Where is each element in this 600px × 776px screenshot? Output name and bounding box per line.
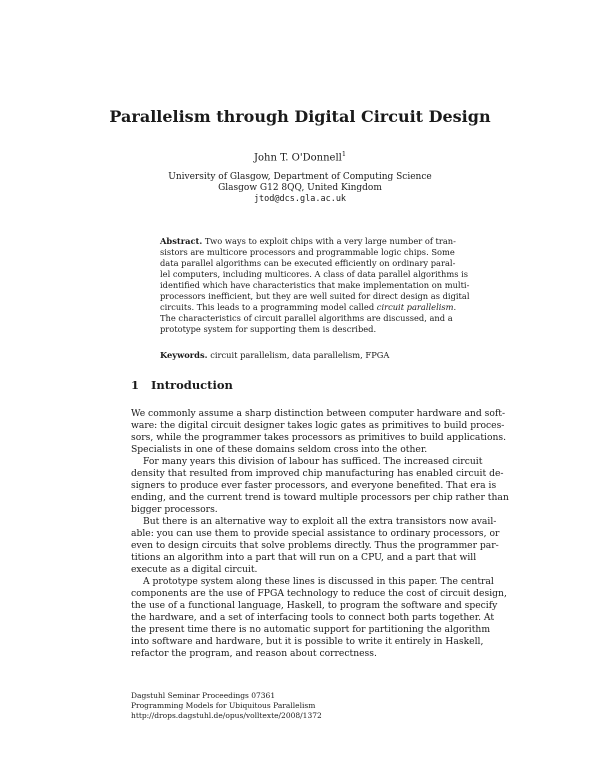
keywords-label: Keywords. bbox=[160, 350, 208, 360]
abstract-line: sistors are multicore processors and programmable logic chips. Some bbox=[160, 247, 455, 257]
footer-url[interactable]: http://drops.dagstuhl.de/opus/volltexte/2008/1372 bbox=[131, 711, 322, 720]
body-line: For many years this division of labour has sufficed. The increased circuit bbox=[143, 456, 483, 467]
abstract-line bbox=[160, 302, 457, 312]
body-line: A prototype system along these lines is discussed in this paper. The central bbox=[143, 576, 494, 587]
abstract-line: The characteristics of circuit parallel algorithms are discussed, and a bbox=[160, 313, 453, 323]
body-line: density that resulted from improved chip manufacturing has enabled circuit de- bbox=[131, 468, 504, 479]
keywords-text: circuit parallelism, data parallelism, FPGA bbox=[210, 350, 390, 360]
author-email: jtod@dcs.gla.ac.uk bbox=[253, 194, 347, 204]
abstract-line: identified which have characteristics that make implementation on multi- bbox=[160, 280, 470, 290]
body-line: execute as a digital circuit. bbox=[131, 564, 258, 575]
footer-line-1: Dagstuhl Seminar Proceedings 07361 bbox=[131, 691, 276, 700]
abstract-line: prototype system for supporting them is described. bbox=[160, 324, 377, 334]
abstract-line: data parallel algorithms can be executed efficiently on ordinary paral- bbox=[160, 258, 456, 268]
body-line: components are the use of FPGA technology to reduce the cost of circuit design, bbox=[131, 588, 507, 599]
body-line: Specialists in one of these domains seldom cross into the other. bbox=[131, 444, 428, 455]
body-line: the use of a functional language, Haskell, to program the software and specify bbox=[131, 600, 498, 611]
paper-title: Parallelism through Digital Circuit Design bbox=[109, 107, 491, 126]
abstract-line: processors inefficient, but they are well suited for direct design as digital bbox=[160, 291, 470, 301]
body-line: titions an algorithm into a part that will run on a CPU, and a part that will bbox=[131, 552, 477, 563]
body-line: signers to produce ever faster processors, and everyone benefited. That era is bbox=[131, 480, 497, 491]
author-name bbox=[0, 150, 600, 163]
body-line: We commonly assume a sharp distinction between computer hardware and soft- bbox=[131, 408, 506, 419]
body-line: the hardware, and a set of interfacing tools to connect both parts together. At bbox=[131, 612, 495, 623]
section-title: Introduction bbox=[151, 378, 233, 392]
abstract-label: Abstract. bbox=[160, 236, 203, 246]
body-line: able: you can use them to provide special assistance to ordinary processors, or bbox=[131, 528, 500, 539]
body-line: into software and hardware, but it is possible to write it entirely in Haskell, bbox=[131, 636, 484, 647]
author-footnote-mark: 1 bbox=[341, 150, 346, 158]
affiliation-line-1: University of Glasgow, Department of Computing Science bbox=[168, 172, 432, 182]
footer-line-2: Programming Models for Ubiquitous Parallelism bbox=[131, 701, 316, 710]
abstract-line-text: Two ways to exploit chips with a very large number of tran- bbox=[204, 236, 456, 246]
author-name-text: John T. O'Donnell bbox=[254, 152, 342, 164]
abstract-line-text: circuits. This leads to a programming model called bbox=[160, 302, 375, 312]
abstract-line: lel computers, including multicores. A class of data parallel algorithms is bbox=[160, 269, 469, 279]
body-line: ending, and the current trend is toward multiple processors per chip rather than bbox=[131, 492, 509, 503]
section-heading bbox=[131, 378, 233, 392]
keywords-line bbox=[160, 350, 440, 360]
body-line: refactor the program, and reason about correctness. bbox=[131, 648, 377, 659]
body-line: sors, while the programmer takes processors as primitives to build applications. bbox=[131, 432, 507, 443]
abstract-line bbox=[160, 236, 456, 246]
abstract-emphasis: circuit parallelism. bbox=[376, 302, 457, 312]
affiliation-line-2: Glasgow G12 8QQ, United Kingdom bbox=[218, 183, 382, 193]
body-line: even to design circuits that solve problems directly. Thus the programmer par- bbox=[131, 540, 499, 551]
body-line: the present time there is no automatic support for partitioning the algorithm bbox=[131, 624, 491, 635]
body-line: But there is an alternative way to exploit all the extra transistors now avail- bbox=[143, 516, 497, 527]
section-number: 1 bbox=[131, 378, 140, 392]
body-line: bigger processors. bbox=[131, 504, 218, 515]
body-line: ware: the digital circuit designer takes logic gates as primitives to build proces- bbox=[131, 420, 505, 431]
